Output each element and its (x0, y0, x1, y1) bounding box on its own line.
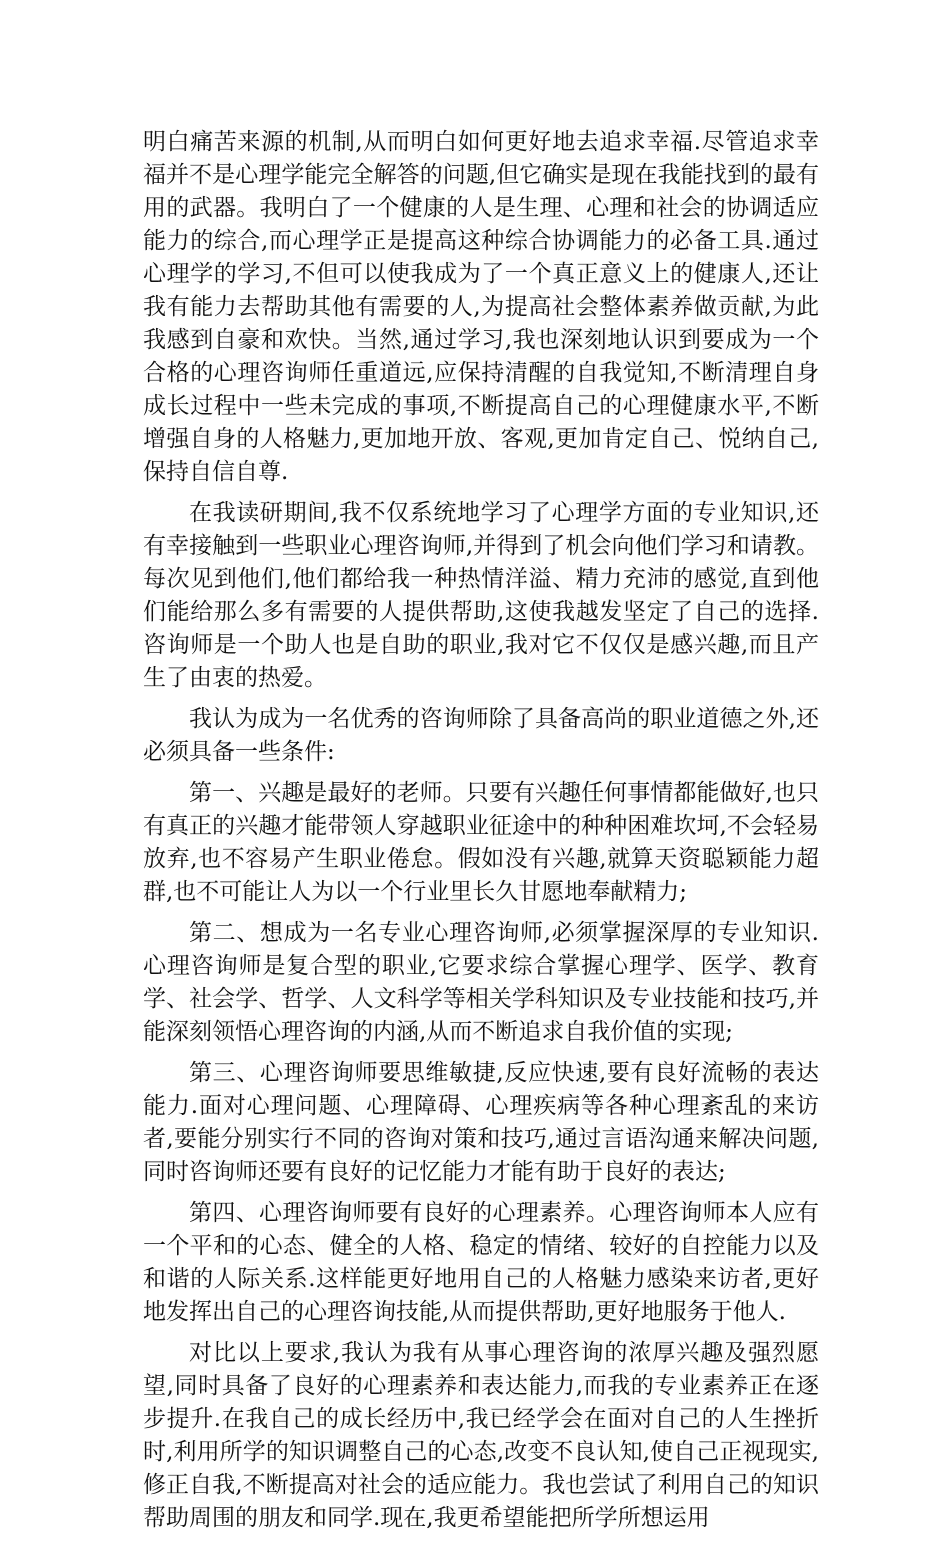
document-page (143, 126, 819, 1543)
paragraph-3: 我认为成为一名优秀的咨询师除了具备高尚的职业道德之外,还必须具备一些条件: (143, 706, 819, 765)
paragraph-8: 对比以上要求,我认为我有从事心理咨询的浓厚兴趣及强烈愿望,同时具备了良好的心理素养和表达能力,而我的专业素养正在逐步提升.在我自己的成长经历中,我已经学会在面对自己的人生挫折时,利用所学的知识调整自己的心态,改变不良认知,使自己正视现实,修正自我,不断提高对社会的适应能力。我也尝试了利用自己的知识帮助周围的朋友和同学.现在,我更希望能把所学所想运用 (143, 1340, 819, 1531)
paragraph-6: 第三、心理咨询师要思维敏捷,反应快速,要有良好流畅的表达能力.面对心理问题、心理障碍、心理疾病等各种心理紊乱的来访者,要能分别实行不同的咨询对策和技巧,通过言语沟通来解决问题,同时咨询师还要有良好的记忆能力才能有助于良好的表达; (143, 1060, 819, 1185)
paragraph-1: 明白痛苦来源的机制,从而明白如何更好地去追求幸福.尽管追求幸福并不是心理学能完全解答的问题,但它确实是现在我能找到的最有用的武器。我明白了一个健康的人是生理、心理和社会的协调适应能力的综合,而心理学正是提高这种综合协调能力的必备工具.通过心理学的学习,不但可以使我成为了一个真正意义上的健康人,还让我有能力去帮助其他有需要的人,为提高社会整体素养做贡献,为此我感到自豪和欢快。当然,通过学习,我也深刻地认识到要成为一个合格的心理咨询师任重道远,应保持清醒的自我觉知,不断清理自身成长过程中一些未完成的事项,不断提高自己的心理健康水平,不断增强自身的人格魅力,更加地开放、客观,更加肯定自己、悦纳自己,保持自信自尊. (143, 129, 819, 485)
paragraph-7: 第四、心理咨询师要有良好的心理素养。心理咨询师本人应有一个平和的心态、健全的人格、稳定的情绪、较好的自控能力以及和谐的人际关系.这样能更好地用自己的人格魅力感染来访者,更好地发挥出自己的心理咨询技能,从而提供帮助,更好地服务于他人. (143, 1200, 819, 1325)
paragraph-2: 在我读研期间,我不仅系统地学习了心理学方面的专业知识,还有幸接触到一些职业心理咨询师,并得到了机会向他们学习和请教。每次见到他们,他们都给我一种热情洋溢、精力充沛的感觉,直到他们能给那么多有需要的人提供帮助,这使我越发坚定了自己的选择.咨询师是一个助人也是自助的职业,我对它不仅仅是感兴趣,而且产生了由衷的热爱。 (143, 500, 819, 691)
paragraph-4: 第一、兴趣是最好的老师。只要有兴趣任何事情都能做好,也只有真正的兴趣才能带领人穿越职业征途中的种种困难坎坷,不会轻易放弃,也不容易产生职业倦怠。假如没有兴趣,就算天资聪颖能力超群,也不可能让人为以一个行业里长久甘愿地奉献精力; (143, 780, 819, 905)
paragraph-5: 第二、想成为一名专业心理咨询师,必须掌握深厚的专业知识.心理咨询师是复合型的职业,它要求综合掌握心理学、医学、教育学、社会学、哲学、人文科学等相关学科知识及专业技能和技巧,并能深刻领悟心理咨询的内涵,从而不断追求自我价值的实现; (143, 920, 819, 1045)
